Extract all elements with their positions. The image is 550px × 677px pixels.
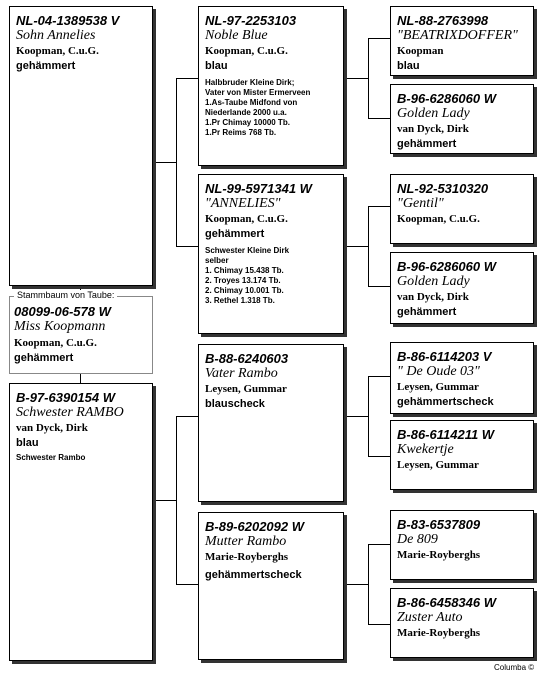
pedigree-card-fff bbox=[390, 6, 534, 76]
connector-line bbox=[176, 416, 198, 417]
connector-line bbox=[368, 544, 390, 545]
pedigree-card-fmm bbox=[390, 252, 534, 324]
connector-line bbox=[176, 416, 177, 584]
owner-name: van Dyck, Dirk bbox=[397, 123, 469, 135]
note-line: 1.Pr Chimay 10000 Tb. bbox=[205, 118, 290, 127]
pedigree-card-father bbox=[9, 6, 153, 286]
note-line: Halbbruder Kleine Dirk; bbox=[205, 78, 295, 87]
connector-line bbox=[368, 38, 390, 39]
pigeon-notes bbox=[16, 453, 146, 463]
pigeon-name: Zuster Auto bbox=[397, 610, 463, 625]
pedigree-card-mf bbox=[198, 344, 344, 502]
connector-line bbox=[344, 584, 369, 585]
owner-name: Leysen, Gummar bbox=[205, 383, 287, 395]
connector-line bbox=[344, 78, 369, 79]
connector-line bbox=[368, 118, 390, 119]
copyright-footer: Columba © bbox=[494, 663, 535, 672]
pigeon-color: blauscheck bbox=[205, 398, 265, 410]
note-line: selber bbox=[205, 256, 229, 265]
note-line: Schwester Rambo bbox=[16, 453, 86, 462]
pigeon-name: Schwester RAMBO bbox=[16, 405, 124, 420]
pedigree-card-mm bbox=[198, 512, 344, 660]
note-line: 3. Rethel 1.318 Tb. bbox=[205, 296, 275, 305]
note-line: 2. Troyes 13.174 Tb. bbox=[205, 276, 281, 285]
owner-name: Marie-Royberghs bbox=[205, 551, 289, 563]
connector-line bbox=[368, 38, 369, 118]
connector-line bbox=[368, 376, 390, 377]
ring-number: B-86-6458346 W bbox=[397, 595, 496, 610]
owner-name: Marie-Royberghs bbox=[397, 549, 481, 561]
connector-line bbox=[368, 624, 390, 625]
owner-name: van Dyck, Dirk bbox=[16, 422, 88, 434]
pigeon-name: Golden Lady bbox=[397, 274, 470, 289]
connector-line bbox=[368, 544, 369, 624]
owner-name: Koopman, C.u.G. bbox=[16, 45, 99, 57]
note-line: Niederlande 2000 u.a. bbox=[205, 108, 287, 117]
pedigree-card-mmf bbox=[390, 510, 534, 580]
connector-line bbox=[176, 584, 198, 585]
connector-line bbox=[368, 456, 390, 457]
owner-name: Koopman, C.u.G. bbox=[205, 45, 288, 57]
pedigree-card-mfm bbox=[390, 420, 534, 490]
ring-number: NL-99-5971341 W bbox=[205, 181, 312, 196]
pigeon-name: Golden Lady bbox=[397, 106, 470, 121]
pigeon-color: gehämmertscheck bbox=[205, 569, 302, 581]
owner-name: Leysen, Gummar bbox=[397, 459, 479, 471]
pedigree-card-ffm bbox=[390, 84, 534, 154]
owner-name: Koopman bbox=[397, 45, 444, 57]
pedigree-card-fmf bbox=[390, 174, 534, 244]
note-line: 1.Pr Reims 768 Tb. bbox=[205, 128, 277, 137]
pigeon-name: Miss Koopmann bbox=[14, 319, 106, 334]
connector-line bbox=[368, 286, 390, 287]
pigeon-name: " De Oude 03" bbox=[397, 364, 480, 379]
pigeon-color: gehämmert bbox=[205, 228, 265, 240]
ring-number: B-89-6202092 W bbox=[205, 519, 304, 534]
connector-line bbox=[176, 246, 198, 247]
pigeon-name: "ANNELIES" bbox=[205, 196, 281, 211]
pigeon-color: gehämmertscheck bbox=[397, 396, 494, 408]
owner-name: Koopman, C.u.G. bbox=[14, 337, 97, 349]
ring-number: NL-92-5310320 bbox=[397, 181, 489, 196]
pigeon-color: gehämmert bbox=[397, 306, 457, 318]
connector-line bbox=[176, 78, 177, 246]
pigeon-color: blau bbox=[16, 437, 39, 449]
note-line: 1.As-Taube Midfond von bbox=[205, 98, 298, 107]
pigeon-color: gehämmert bbox=[397, 138, 457, 150]
pigeon-name: Mutter Rambo bbox=[205, 534, 287, 549]
connector-line bbox=[368, 206, 369, 286]
ring-number: NL-97-2253103 bbox=[205, 13, 297, 28]
pigeon-notes bbox=[205, 78, 337, 138]
owner-name: Koopman, C.u.G. bbox=[205, 213, 288, 225]
pedigree-card-subject bbox=[14, 304, 150, 365]
pedigree-card-ff bbox=[198, 6, 344, 166]
ring-number: B-86-6114211 W bbox=[397, 427, 495, 442]
note-line: 1. Chimay 15.438 Tb. bbox=[205, 266, 284, 275]
connector-line bbox=[344, 416, 369, 417]
connector-line bbox=[344, 246, 369, 247]
ring-number: 08099-06-578 W bbox=[14, 304, 111, 319]
note-line: Schwester Kleine Dirk bbox=[205, 246, 290, 255]
owner-name: van Dyck, Dirk bbox=[397, 291, 469, 303]
ring-number: B-83-6537809 bbox=[397, 517, 481, 532]
connector-line bbox=[368, 376, 369, 456]
pigeon-color: gehämmert bbox=[16, 60, 76, 72]
connector-line bbox=[153, 162, 177, 163]
pigeon-notes bbox=[205, 246, 337, 306]
pigeon-name: "Gentil" bbox=[397, 196, 444, 211]
ring-number: B-86-6114203 V bbox=[397, 349, 492, 364]
ring-number: B-96-6286060 W bbox=[397, 91, 496, 106]
note-line: Vater von Mister Ermerveen bbox=[205, 88, 311, 97]
pigeon-name: De 809 bbox=[397, 532, 438, 547]
pedigree-card-fm bbox=[198, 174, 344, 334]
owner-name: Leysen, Gummar bbox=[397, 381, 479, 393]
connector-line bbox=[153, 500, 177, 501]
owner-name: Marie-Royberghs bbox=[397, 627, 481, 639]
pedigree-caption: Stammbaum von Taube: bbox=[14, 290, 117, 300]
connector-line bbox=[80, 374, 81, 383]
pigeon-color: blau bbox=[205, 60, 228, 72]
ring-number: B-88-6240603 bbox=[205, 351, 289, 366]
connector-line bbox=[176, 78, 198, 79]
pigeon-name: "BEATRIXDOFFER" bbox=[397, 28, 518, 43]
pedigree-card-mother bbox=[9, 383, 153, 661]
pigeon-color: blau bbox=[397, 60, 420, 72]
ring-number: NL-04-1389538 V bbox=[16, 13, 120, 28]
pigeon-color: gehämmert bbox=[14, 352, 74, 364]
pigeon-name: Kwekertje bbox=[397, 442, 454, 457]
ring-number: B-96-6286060 W bbox=[397, 259, 496, 274]
owner-name: Koopman, C.u.G. bbox=[397, 213, 480, 225]
pedigree-card-mmm bbox=[390, 588, 534, 658]
pigeon-name: Sohn Annelies bbox=[16, 28, 96, 43]
pigeon-name: Vater Rambo bbox=[205, 366, 278, 381]
note-line: 2. Chimay 10.001 Tb. bbox=[205, 286, 284, 295]
pigeon-name: Noble Blue bbox=[205, 28, 268, 43]
pedigree-card-mff bbox=[390, 342, 534, 414]
ring-number: B-97-6390154 W bbox=[16, 390, 115, 405]
connector-line bbox=[368, 206, 390, 207]
ring-number: NL-88-2763998 bbox=[397, 13, 489, 28]
